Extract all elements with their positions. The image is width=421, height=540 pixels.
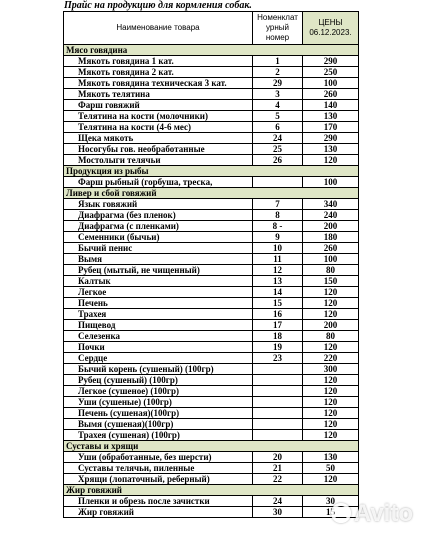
table-row (64, 78, 359, 89)
table-row (64, 496, 359, 507)
section-row (64, 188, 359, 199)
item-code: 6 (253, 122, 303, 133)
section-row (64, 485, 359, 496)
item-price: 170 (303, 122, 359, 133)
table-row (64, 386, 359, 397)
item-code: 8 (253, 210, 303, 221)
item-name: Калтык (64, 276, 253, 287)
item-name: Печень (сушеная)(100гр) (64, 408, 253, 419)
table-row (64, 221, 359, 232)
table-row (64, 67, 359, 78)
item-price: 290 (303, 56, 359, 67)
avito-watermark (331, 500, 413, 528)
table-row (64, 507, 359, 518)
item-name: Рубец (мытый, не чищенный) (64, 265, 253, 276)
item-price: 120 (303, 309, 359, 320)
table-row (64, 89, 359, 100)
item-name: Селезенка (64, 331, 253, 342)
item-name: Щека мякоть (64, 133, 253, 144)
item-name: Мякоть говядина техническая 3 кат. (64, 78, 253, 89)
item-price: 130 (303, 144, 359, 155)
item-code: 29 (253, 78, 303, 89)
item-code: 5 (253, 111, 303, 122)
item-code: 11 (253, 254, 303, 265)
item-code (253, 375, 303, 386)
table-row (64, 364, 359, 375)
table-row (64, 177, 359, 188)
item-name: Хрящи (лопаточный, реберный) (64, 474, 253, 485)
watermark-text: Avito (353, 500, 413, 527)
item-code: 20 (253, 452, 303, 463)
section-title: Ливер и сбой говяжий (64, 188, 359, 199)
item-name: Рубец (сушеный) (100гр) (64, 375, 253, 386)
item-price: 290 (303, 133, 359, 144)
item-code (253, 408, 303, 419)
header-name: Наименование товара (64, 12, 253, 45)
table-row (64, 342, 359, 353)
table-row (64, 419, 359, 430)
table-row (64, 298, 359, 309)
table-row (64, 144, 359, 155)
item-price: 120 (303, 155, 359, 166)
table-row (64, 111, 359, 122)
section-title: Суставы и хрящи (64, 441, 359, 452)
table-row (64, 265, 359, 276)
item-code: 9 (253, 232, 303, 243)
item-name: Мякоть говядина 1 кат. (64, 56, 253, 67)
item-price: 50 (303, 463, 359, 474)
item-code: 12 (253, 265, 303, 276)
item-name: Пленки и обрезь после зачистки (64, 496, 253, 507)
item-code: 19 (253, 342, 303, 353)
item-code: 18 (253, 331, 303, 342)
page-title: Прайс на продукцию для кормления собак. (64, 0, 252, 11)
header-price: ЦЕНЫ 06.12.2023. (303, 12, 359, 45)
item-code: 14 (253, 287, 303, 298)
item-price: 80 (303, 265, 359, 276)
item-price: 120 (303, 386, 359, 397)
item-code: 7 (253, 199, 303, 210)
item-name: Вымя (64, 254, 253, 265)
section-row (64, 45, 359, 56)
item-name: Жир говяжий (64, 507, 253, 518)
item-name: Трахея (сушеная) (100гр) (64, 430, 253, 441)
item-price: 300 (303, 364, 359, 375)
item-price: 120 (303, 298, 359, 309)
item-name: Вымя (сушеная)(100гр) (64, 419, 253, 430)
item-name: Диафрагма (без пленок) (64, 210, 253, 221)
item-price: 100 (303, 78, 359, 89)
item-code: 24 (253, 496, 303, 507)
table-row (64, 452, 359, 463)
item-code: 23 (253, 353, 303, 364)
table-row (64, 133, 359, 144)
item-code: 16 (253, 309, 303, 320)
item-code: 8 - (253, 221, 303, 232)
table-row (64, 199, 359, 210)
table-row (64, 122, 359, 133)
table-row (64, 331, 359, 342)
table-row (64, 56, 359, 67)
item-name: Трахея (64, 309, 253, 320)
table-body (64, 45, 359, 518)
item-code: 24 (253, 133, 303, 144)
item-name: Легкое (сушеное) (100гр) (64, 386, 253, 397)
item-price: 140 (303, 100, 359, 111)
table-row (64, 232, 359, 243)
item-name: Уши (сушеные) (100гр) (64, 397, 253, 408)
header-code: Номенклат урный номер (253, 12, 303, 45)
item-price: 15 (303, 507, 359, 518)
item-price: 180 (303, 232, 359, 243)
item-price: 130 (303, 452, 359, 463)
item-code (253, 397, 303, 408)
item-price: 100 (303, 177, 359, 188)
item-code: 1 (253, 56, 303, 67)
item-name: Печень (64, 298, 253, 309)
item-price: 120 (303, 474, 359, 485)
item-price: 130 (303, 111, 359, 122)
table-row (64, 353, 359, 364)
table-row (64, 320, 359, 331)
item-code (253, 386, 303, 397)
table-row (64, 100, 359, 111)
item-name: Фарш рыбный (горбуша, треска, (64, 177, 253, 188)
item-name: Уши (обработанные, без шерсти) (64, 452, 253, 463)
item-name: Легкое (64, 287, 253, 298)
item-price: 100 (303, 254, 359, 265)
table-row (64, 463, 359, 474)
item-price: 260 (303, 89, 359, 100)
item-code: 13 (253, 276, 303, 287)
table-row (64, 254, 359, 265)
item-code (253, 177, 303, 188)
table-row (64, 243, 359, 254)
item-name: Телятина на кости (4-6 мес) (64, 122, 253, 133)
item-name: Пищевод (64, 320, 253, 331)
item-price: 120 (303, 397, 359, 408)
item-price: 120 (303, 342, 359, 353)
item-price: 30 (303, 496, 359, 507)
table-row (64, 210, 359, 221)
item-price: 120 (303, 419, 359, 430)
item-name: Язык говяжий (64, 199, 253, 210)
item-code (253, 430, 303, 441)
table-row (64, 155, 359, 166)
item-name: Телятина на кости (молочники) (64, 111, 253, 122)
item-price: 220 (303, 353, 359, 364)
table-row (64, 397, 359, 408)
item-price: 200 (303, 221, 359, 232)
avito-logo-icon (331, 503, 351, 523)
item-code: 22 (253, 474, 303, 485)
item-code: 21 (253, 463, 303, 474)
item-name: Бычий корень (сушеный) (100гр) (64, 364, 253, 375)
section-title: Продукция из рыбы (64, 166, 359, 177)
table-row (64, 430, 359, 441)
item-name: Мякоть телятина (64, 89, 253, 100)
section-row (64, 441, 359, 452)
item-name: Суставы телячьи, пиленные (64, 463, 253, 474)
item-price: 80 (303, 331, 359, 342)
item-name: Мостолыги телячьи (64, 155, 253, 166)
item-name: Семенники (бычьи) (64, 232, 253, 243)
item-code (253, 364, 303, 375)
item-code: 4 (253, 100, 303, 111)
item-price: 120 (303, 408, 359, 419)
table-row (64, 474, 359, 485)
item-price: 120 (303, 430, 359, 441)
item-code: 26 (253, 155, 303, 166)
item-price: 120 (303, 375, 359, 386)
table-row (64, 287, 359, 298)
item-name: Бычий пенис (64, 243, 253, 254)
item-code: 2 (253, 67, 303, 78)
item-code: 25 (253, 144, 303, 155)
item-name: Мякоть говядина 2 кат. (64, 67, 253, 78)
item-price: 250 (303, 67, 359, 78)
item-code: 15 (253, 298, 303, 309)
item-name: Сердце (64, 353, 253, 364)
item-price: 150 (303, 276, 359, 287)
item-price: 240 (303, 210, 359, 221)
table-row (64, 375, 359, 386)
item-name: Диафрагма (с пленками) (64, 221, 253, 232)
item-price: 120 (303, 287, 359, 298)
section-title: Мясо говядина (64, 45, 359, 56)
item-price: 200 (303, 320, 359, 331)
table-row (64, 408, 359, 419)
item-code: 10 (253, 243, 303, 254)
item-name: Фарш говяжий (64, 100, 253, 111)
item-code (253, 419, 303, 430)
item-code: 30 (253, 507, 303, 518)
table-row (64, 276, 359, 287)
item-name: Почки (64, 342, 253, 353)
item-name: Носогубы гов. необработанные (64, 144, 253, 155)
item-code: 3 (253, 89, 303, 100)
price-table (63, 11, 359, 518)
table-header-row (64, 12, 359, 45)
item-code: 17 (253, 320, 303, 331)
section-title: Жир говяжий (64, 485, 359, 496)
item-price: 340 (303, 199, 359, 210)
table-row (64, 309, 359, 320)
item-price: 260 (303, 243, 359, 254)
section-row (64, 166, 359, 177)
